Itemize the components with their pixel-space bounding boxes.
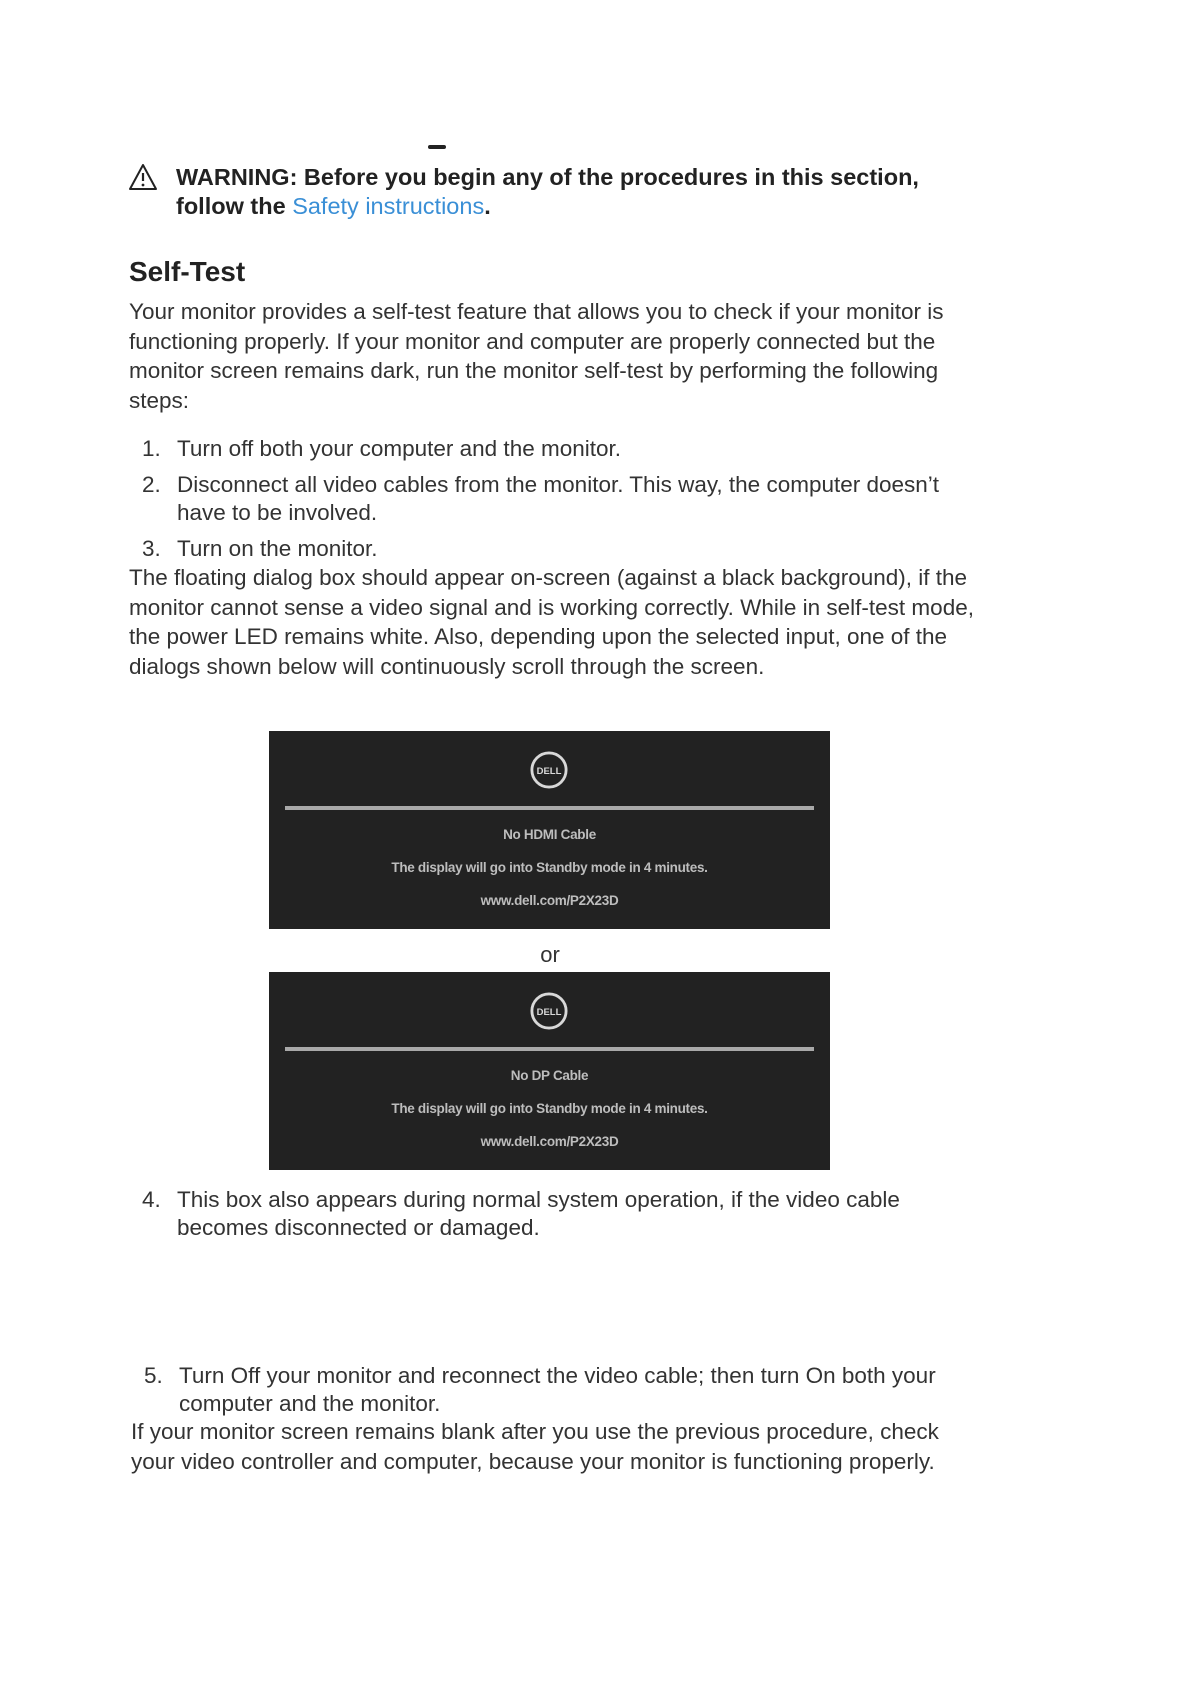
list-item <box>129 471 989 527</box>
intro-paragraph: Your monitor provides a self-test feature that allows you to check if your monitor is functioning properly. If your monitor and computer are properly connected but the monitor screen remains dark, run the monitor self-test by performing the following steps: <box>129 299 944 413</box>
warning-end: . <box>484 193 491 219</box>
step-number: 3. <box>142 536 161 561</box>
dialog-divider <box>285 1047 814 1051</box>
closing-paragraph: If your monitor screen remains blank after you use the previous procedure, check your video controller and computer, because your monitor is functioning properly. <box>131 1419 939 1474</box>
warning-icon <box>128 163 158 191</box>
dialog-title: No HDMI Cable <box>503 827 596 842</box>
dialog-url: www.dell.com/P2X23D <box>480 1134 619 1149</box>
step-list-2 <box>129 471 989 527</box>
step-number: 1. <box>142 436 161 461</box>
dialog-intro-paragraph: The floating dialog box should appear on-screen (against a black background), if the monitor cannot sense a video signal and is working correctly. While in self-test mode, the power LED remains white. Also, depending upon the selected input, one of the dialogs shown below will continuously scroll through the screen. <box>129 565 974 679</box>
dialog-message: The display will go into Standby mode in 4 minutes. <box>391 1101 708 1116</box>
no-hdmi-dialog <box>269 731 830 929</box>
step-text: Disconnect all video cables from the monitor. This way, the computer doesn’t have to be involved. <box>177 472 940 525</box>
warning-label: WARNING: Before you begin any of the procedures in this section, follow the <box>176 164 919 219</box>
logo-text: DELL <box>536 765 562 777</box>
logo-text: DELL <box>536 1006 562 1018</box>
dialog-title: No DP Cable <box>510 1068 589 1083</box>
step-list-4 <box>129 1186 989 1242</box>
dell-logo-icon <box>530 751 568 789</box>
step-number: 4. <box>142 1187 161 1212</box>
step-number: 2. <box>142 472 161 497</box>
step-list-3 <box>129 535 989 563</box>
list-item <box>129 535 989 563</box>
dell-logo-icon <box>530 992 568 1030</box>
list-item <box>131 1362 991 1418</box>
dialog-divider <box>285 806 814 810</box>
or-separator: or <box>540 942 560 967</box>
step-text: Turn on the monitor. <box>177 536 378 561</box>
list-item <box>129 435 989 463</box>
list-item <box>129 1186 989 1242</box>
warning-text <box>176 163 956 221</box>
section-title: Self-Test <box>129 256 246 287</box>
dialog-url: www.dell.com/P2X23D <box>480 893 619 908</box>
no-dp-dialog <box>269 972 830 1170</box>
header-mark <box>428 145 446 149</box>
step-list-1 <box>129 435 989 463</box>
safety-instructions-link[interactable]: Safety instructions <box>292 193 485 219</box>
step-text: This box also appears during normal system operation, if the video cable becomes disconnected or damaged. <box>177 1187 900 1240</box>
step-number: 5. <box>144 1363 163 1388</box>
step-list-5 <box>131 1362 991 1418</box>
step-text: Turn Off your monitor and reconnect the video cable; then turn On both your computer and the monitor. <box>179 1363 936 1416</box>
dialog-message: The display will go into Standby mode in 4 minutes. <box>391 860 708 875</box>
step-text: Turn off both your computer and the monitor. <box>177 436 622 461</box>
